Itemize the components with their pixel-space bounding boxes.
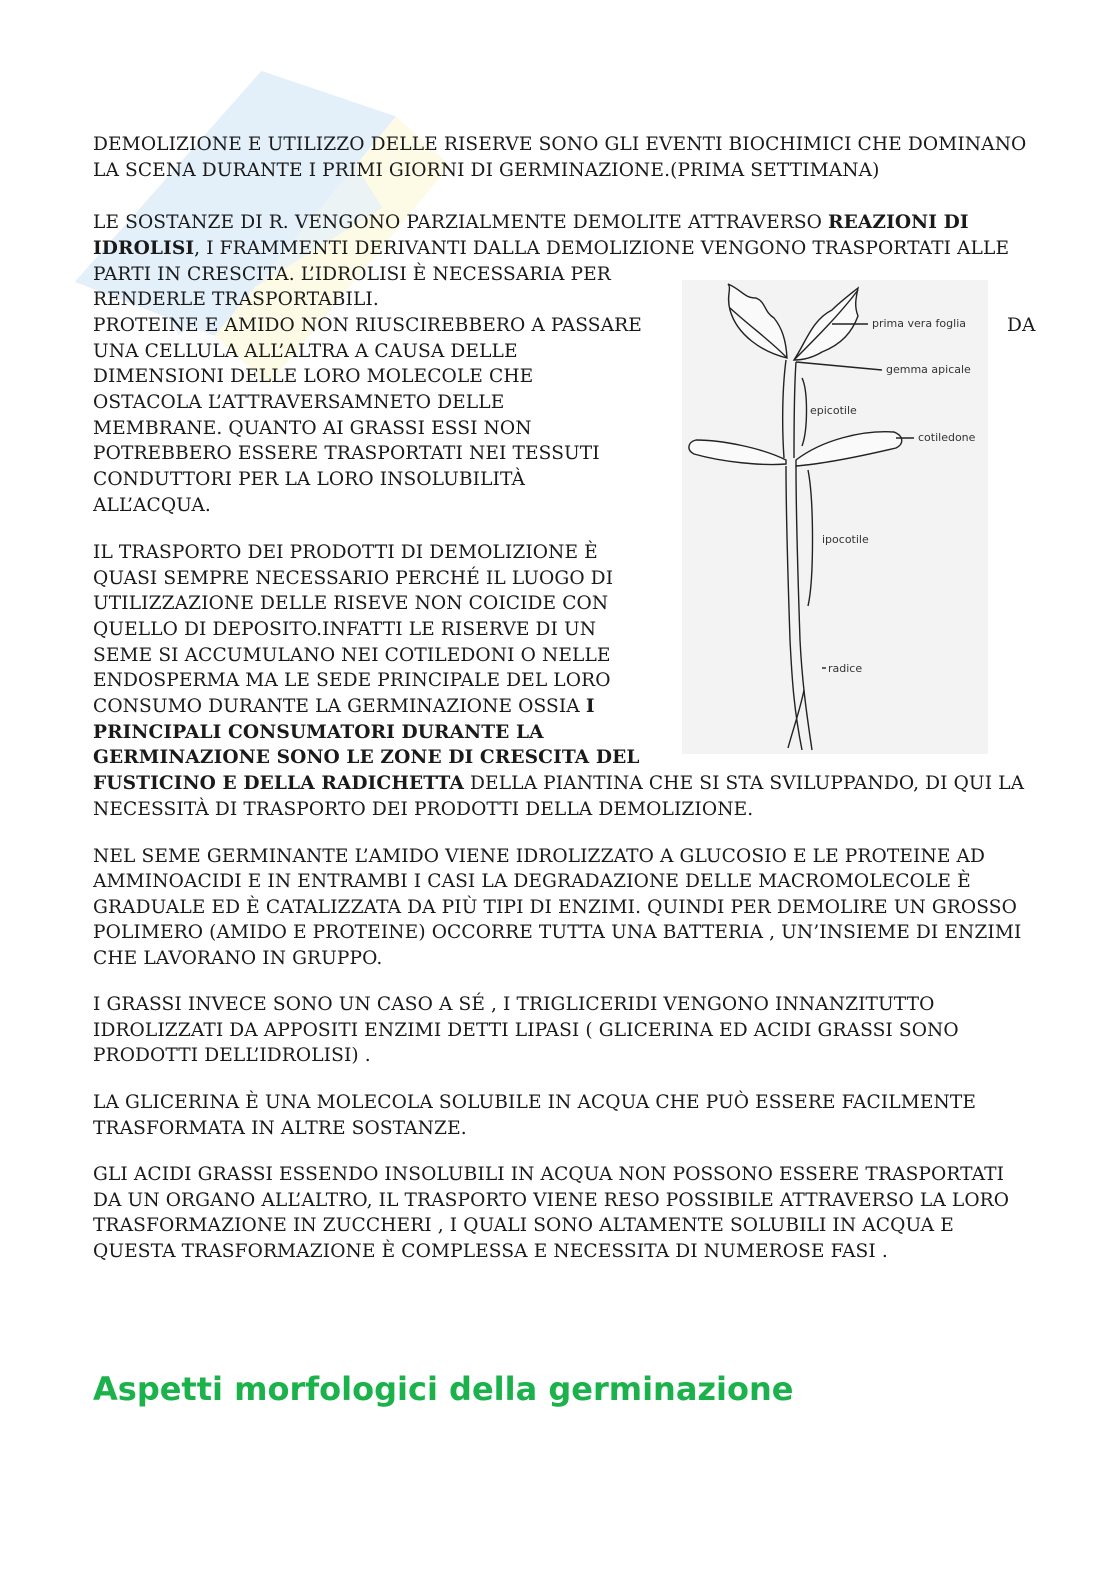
- bold-text: GERMINAZIONE SONO LE ZONE DI CRESCITA DEL: [93, 747, 640, 768]
- paragraph-line: CHE LAVORANO IN GRUPPO.: [93, 948, 383, 969]
- paragraph-line: IDROLIZZATI DA APPOSITI ENZIMI DETTI LIPASI ( GLICERINA ED ACIDI GRASSI SONO: [93, 1020, 959, 1041]
- paragraph-line: DA UN ORGANO ALL’ALTRO, IL TRASPORTO VIENE RESO POSSIBILE ATTRAVERSO LA LORO: [93, 1190, 1010, 1211]
- paragraph-line: LA SCENA DURANTE I PRIMI GIORNI DI GERMINAZIONE.(PRIMA SETTIMANA): [93, 160, 880, 181]
- paragraph-line: NEL SEME GERMINANTE L’AMIDO VIENE IDROLIZZATO A GLUCOSIO E LE PROTEINE AD: [93, 846, 986, 867]
- seedling-figure: [682, 280, 988, 754]
- bold-text: I: [585, 696, 595, 717]
- paragraph-line: POLIMERO (AMIDO E PROTEINE) OCCORRE TUTTA UNA BATTERIA , UN’INSIEME DI ENZIMI: [93, 922, 1022, 943]
- paragraph-line: RENDERLE TRASPORTABILI.: [93, 289, 379, 310]
- label-cotiledone: cotiledone: [918, 431, 976, 444]
- paragraph-line: LA GLICERINA È UNA MOLECOLA SOLUBILE IN ACQUA CHE PUÒ ESSERE FACILMENTE: [93, 1092, 977, 1113]
- paragraph-line: ALL’ACQUA.: [93, 495, 211, 516]
- section-heading: Aspetti morfologici della germinazione: [93, 1370, 794, 1408]
- paragraph-line: DEMOLIZIONE E UTILIZZO DELLE RISERVE SONO GLI EVENTI BIOCHIMICI CHE DOMINANO: [93, 134, 1027, 155]
- paragraph-line-continuation: DA: [1007, 315, 1036, 336]
- paragraph-line: OSTACOLA L’ATTRAVERSAMNETO DELLE: [93, 392, 505, 413]
- label-epicotile: epicotile: [810, 404, 857, 417]
- paragraph-line: POTREBBERO ESSERE TRASPORTATI NEI TESSUTI: [93, 443, 600, 464]
- paragraph-line: QUELLO DI DEPOSITO.INFATTI LE RISERVE DI UN: [93, 619, 597, 640]
- text-run: LE SOSTANZE DI R. VENGONO PARZIALMENTE DEMOLITE ATTRAVERSO: [93, 212, 829, 233]
- paragraph-line: [93, 720, 544, 746]
- label-ipocotile: ipocotile: [822, 533, 869, 546]
- paragraph-line: PRODOTTI DELL’IDROLISI) .: [93, 1045, 371, 1066]
- paragraph-line: [93, 745, 640, 771]
- paragraph-line: GRADUALE ED È CATALIZZATA DA PIÙ TIPI DI ENZIMI. QUINDI PER DEMOLIRE UN GROSSO: [93, 897, 1017, 918]
- paragraph-line: IL TRASPORTO DEI PRODOTTI DI DEMOLIZIONE È: [93, 542, 598, 563]
- paragraph-line: DIMENSIONI DELLE LORO MOLECOLE CHE: [93, 366, 534, 387]
- paragraph-line: MEMBRANE. QUANTO AI GRASSI ESSI NON: [93, 418, 532, 439]
- paragraph-line: QUASI SEMPRE NECESSARIO PERCHÉ IL LUOGO DI: [93, 568, 614, 589]
- paragraph-line: QUESTA TRASFORMAZIONE È COMPLESSA E NECESSITA DI NUMEROSE FASI .: [93, 1241, 888, 1262]
- label-prima-vera-foglia: prima vera foglia: [872, 317, 966, 330]
- text-run: CONSUMO DURANTE LA GERMINAZIONE OSSIA: [93, 696, 586, 717]
- label-radice: radice: [828, 662, 863, 675]
- paragraph-line: TRASFORMAZIONE IN ZUCCHERI , I QUALI SONO ALTAMENTE SOLUBILI IN ACQUA E: [93, 1215, 954, 1236]
- bold-text: FUSTICINO E DELLA RADICHETTA: [93, 773, 464, 794]
- paragraph-line: [93, 236, 1009, 262]
- paragraph-line: TRASFORMATA IN ALTRE SOSTANZE.: [93, 1118, 467, 1139]
- paragraph-line: I GRASSI INVECE SONO UN CASO A SÉ , I TRIGLICERIDI VENGONO INNANZITUTTO: [93, 994, 935, 1015]
- paragraph-line: SEME SI ACCUMULANO NEI COTILEDONI O NELLE: [93, 645, 611, 666]
- paragraph-line: UNA CELLULA ALL’ALTRA A CAUSA DELLE: [93, 341, 518, 362]
- paragraph-line: NECESSITÀ DI TRASPORTO DEI PRODOTTI DELLA DEMOLIZIONE.: [93, 799, 754, 820]
- paragraph-line: GLI ACIDI GRASSI ESSENDO INSOLUBILI IN ACQUA NON POSSONO ESSERE TRASPORTATI: [93, 1164, 1005, 1185]
- paragraph-line: PARTI IN CRESCITA. L’IDROLISI È NECESSARIA PER: [93, 264, 611, 285]
- seedling-drawing: [682, 280, 988, 754]
- label-gemma-apicale: gemma apicale: [886, 363, 971, 376]
- paragraph-line: [93, 210, 969, 236]
- bold-text: IDROLISI: [93, 238, 195, 259]
- paragraph-line: CONDUTTORI PER LA LORO INSOLUBILITÀ: [93, 469, 525, 490]
- bold-text: PRINCIPALI CONSUMATORI DURANTE LA: [93, 722, 544, 743]
- paragraph-line: ENDOSPERMA MA LE SEDE PRINCIPALE DEL LORO: [93, 670, 611, 691]
- text-run: , I FRAMMENTI DERIVANTI DALLA DEMOLIZIONE VENGONO TRASPORTATI ALLE: [194, 238, 1010, 259]
- paragraph-line: [93, 771, 1024, 797]
- bold-text: REAZIONI DI: [828, 212, 969, 233]
- paragraph-line: AMMINOACIDI E IN ENTRAMBI I CASI LA DEGRADAZIONE DELLE MACROMOLECOLE È: [93, 871, 971, 892]
- paragraph-line: [93, 694, 595, 720]
- paragraph-line: UTILIZZAZIONE DELLE RISEVE NON COICIDE CON: [93, 593, 609, 614]
- text-run: DELLA PIANTINA CHE SI STA SVILUPPANDO, DI QUI LA: [464, 773, 1025, 794]
- paragraph-line: PROTEINE E AMIDO NON RIUSCIREBBERO A PASSARE: [93, 315, 642, 336]
